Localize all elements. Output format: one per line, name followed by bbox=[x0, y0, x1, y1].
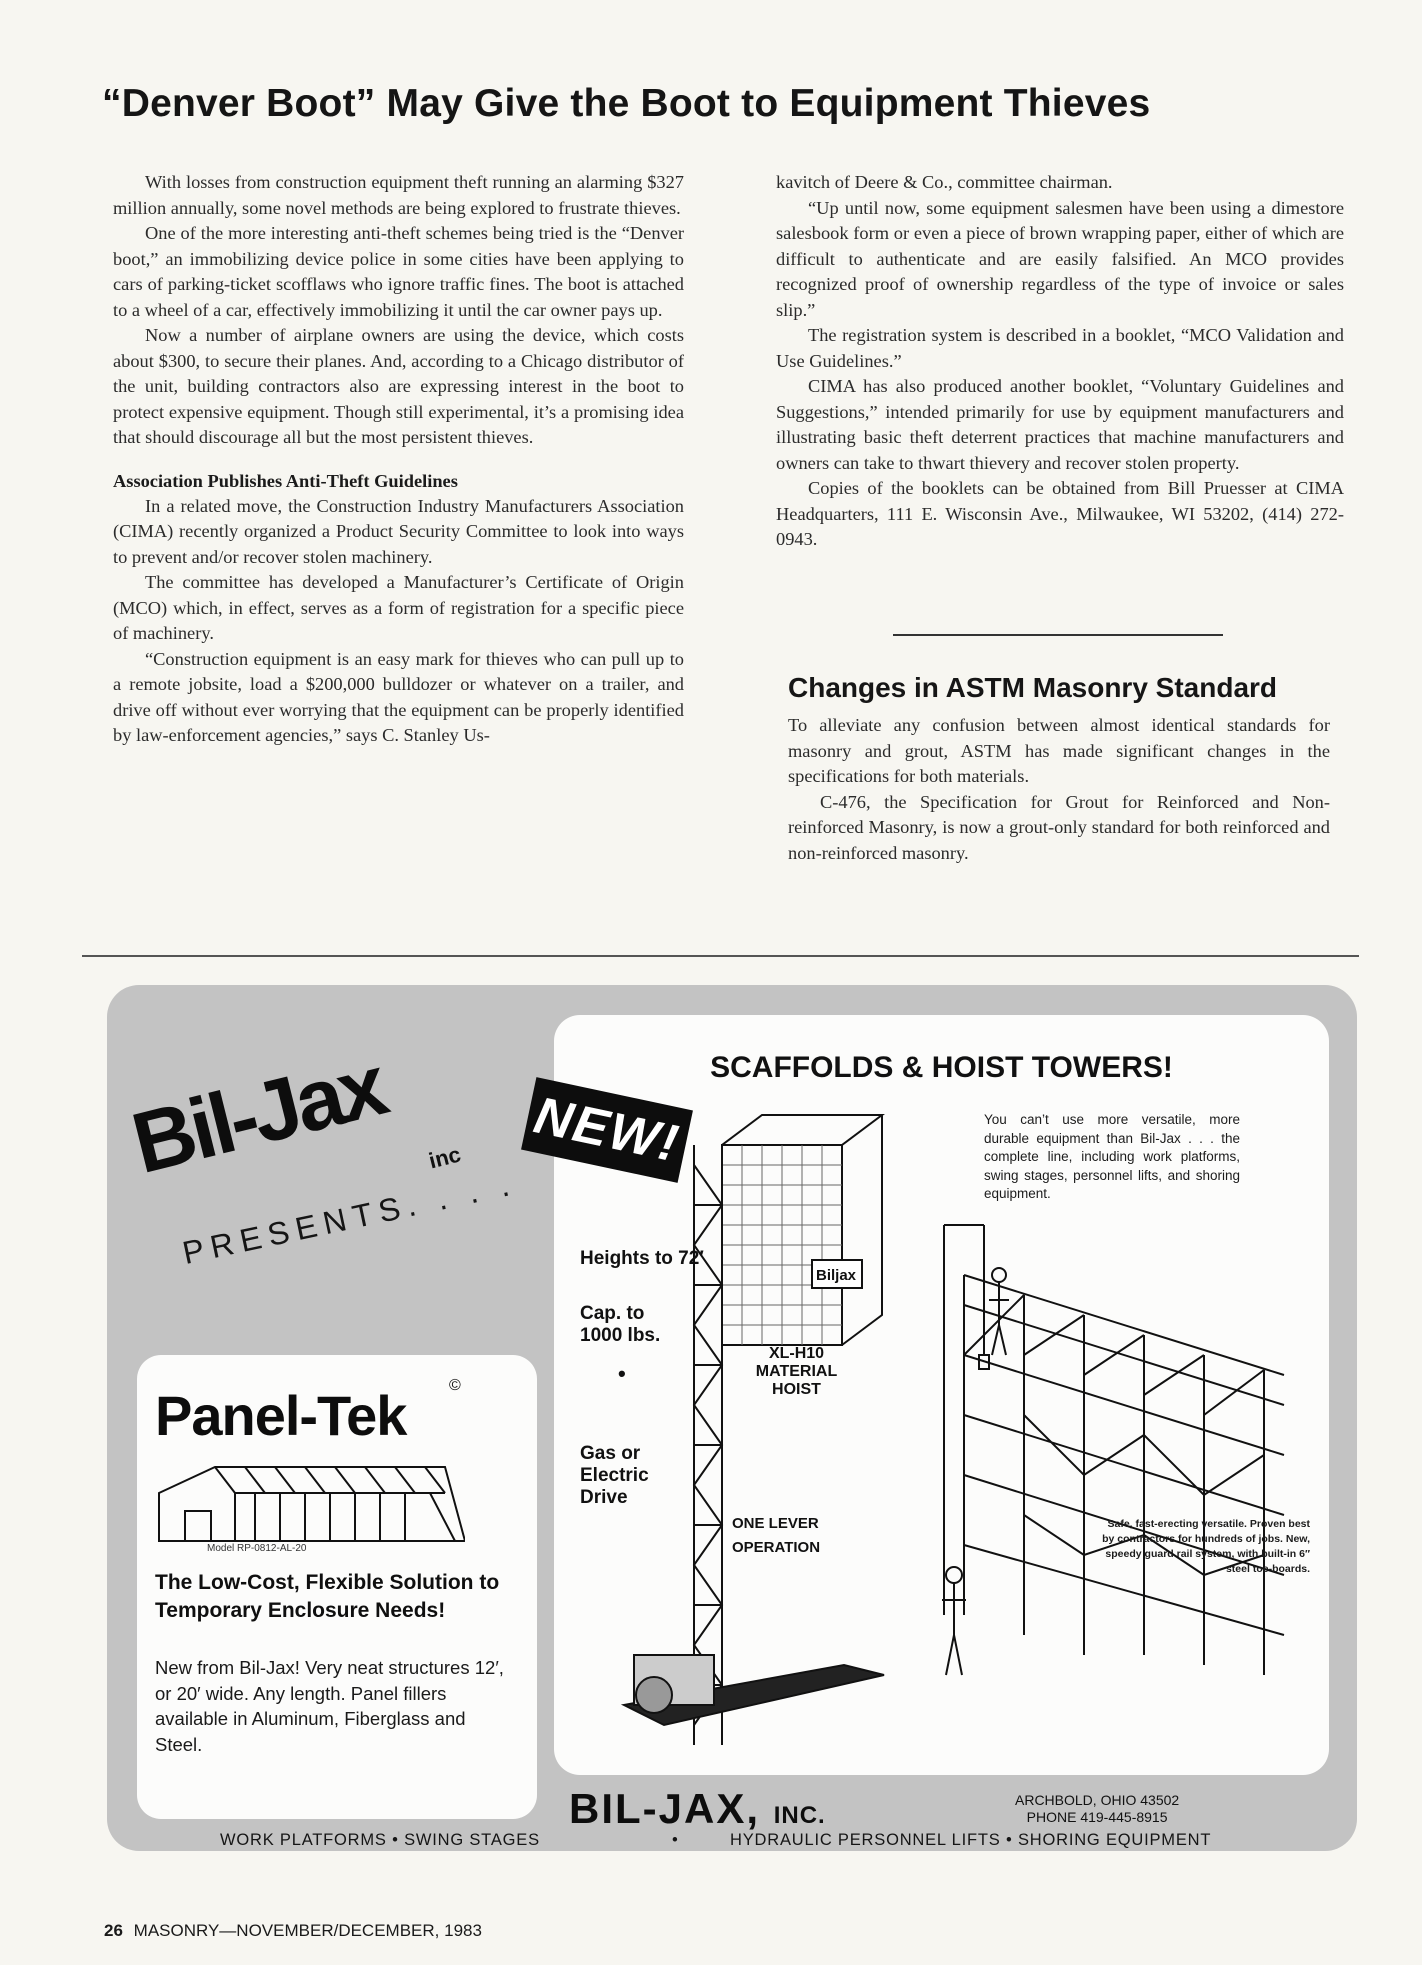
paneltek-headline: The Low-Cost, Flexible Solution to Temporary Enclosure Needs! bbox=[155, 1571, 500, 1622]
paragraph: One of the more interesting anti-theft schemes being tried is the “Denver boot,” an immobilizing device police in some cities have been applying to cars of parking-ticket scofflaws who ignore traffic fines. The boot is attached to a wheel of a car, effectively immobilizing it until the car owner pays up. bbox=[113, 223, 684, 320]
hoist-capacity-label: Cap. to 1000 lbs. bbox=[580, 1303, 661, 1346]
presents-text: PRESENTS. . . . bbox=[179, 1165, 520, 1272]
versatility-text: You can’t use more versatile, more durable equipment than Bil-Jax . . . the complete line, including work platforms, swing stages, personnel lifts, and shoring equipment. bbox=[984, 1112, 1240, 1201]
paragraph: C-476, the Specification for Grout for Reinforced and Non-reinforced Masonry, is now a grout-only standard for both reinforced and non-reinforced masonry. bbox=[788, 791, 1330, 863]
shed-illustration bbox=[155, 1463, 465, 1547]
paragraph: “Construction equipment is an easy mark for thieves who can pull up to a remote jobsite, load a $200,000 bulldozer or whatever on a trailer, and drive off without ever worrying that the equipment can be properly identified by law-enforcement agencies,” says C. Stanley Us- bbox=[113, 648, 684, 745]
paragraph: The registration system is described in a booklet, “MCO Validation and Use Guidelines.” bbox=[776, 325, 1344, 371]
footer-address bbox=[1015, 1792, 1179, 1826]
address-line: ARCHBOLD, OHIO 43502 bbox=[1015, 1792, 1180, 1808]
paneltek-box bbox=[137, 1355, 537, 1819]
biljax-advertisement bbox=[107, 985, 1357, 1851]
hoist-heights-label: Heights to 72′ bbox=[580, 1248, 704, 1269]
astm-headline: Changes in ASTM Masonry Standard bbox=[788, 672, 1278, 703]
page-divider bbox=[82, 955, 1359, 957]
footer-brand-name: BIL-JAX, bbox=[569, 1785, 761, 1832]
page-number: 26 bbox=[104, 1921, 123, 1940]
paneltek-body: New from Bil-Jax! Very neat structures 12′, or 20′ wide. Any length. Panel fillers available in Aluminum, Fiberglass and Steel. bbox=[155, 1657, 504, 1755]
paragraph: CIMA has also produced another booklet, “Voluntary Guidelines and Suggestions,” intended primarily for use by equipment manufacturers and illustrating basic theft deterrent practices that machine manufacturers and owners can take to thwart thievery and recover stolen property. bbox=[776, 376, 1344, 473]
section-subhead: Association Publishes Anti-Theft Guidelines bbox=[113, 470, 458, 491]
article-headline: “Denver Boot” May Give the Boot to Equipment Thieves bbox=[102, 82, 1151, 125]
paragraph: The committee has developed a Manufacturer’s Certificate of Origin (MCO) which, in effect, serves as a form of registration for a specific piece of machinery. bbox=[113, 572, 684, 643]
paragraph: Now a number of airplane owners are using the device, which costs about $300, to secure their planes. And, according to a Chicago distributor of the unit, building contractors also are expressing interest in the boot to protect expensive equipment. Though still experimental, it’s a promising idea that should discourage all but the most persistent thieves. bbox=[113, 325, 684, 447]
hoist-cage-label: Biljax bbox=[816, 1267, 857, 1284]
model-number: Model RP-0812-AL-20 bbox=[207, 1543, 307, 1554]
phone-line: PHONE 419-445-8915 bbox=[1026, 1809, 1168, 1825]
paragraph: “Up until now, some equipment salesmen have been using a dimestore salesbook form or even a piece of brown wrapping paper, either of which are difficult to authenticate and are easily falsified. An MCO provides recognized proof of ownership regardless of the type of invoice or sales slip.” bbox=[776, 197, 1344, 320]
new-badge: NEW! bbox=[521, 1077, 693, 1183]
paragraph: kavitch of Deere & Co., committee chairman. bbox=[776, 172, 1113, 192]
safety-text: Safe, fast-erecting versatile. Proven best by contractors for hundreds of jobs. New, speedy guard rail system, with built-in 6″ steel toe-boards. bbox=[1102, 1518, 1310, 1575]
hoist-model-label: XL-H10 MATERIAL HOIST bbox=[755, 1345, 838, 1398]
publication-line: MASONRY—NOVEMBER/DECEMBER, 1983 bbox=[133, 1921, 482, 1940]
paneltek-logo: Panel-Tek bbox=[155, 1384, 407, 1447]
right-column bbox=[776, 170, 1344, 553]
product-strip-right: HYDRAULIC PERSONNEL LIFTS • SHORING EQUIPMENT bbox=[730, 1831, 1212, 1849]
left-column bbox=[113, 170, 684, 749]
product-strip-left: WORK PLATFORMS • SWING STAGES bbox=[220, 1831, 540, 1849]
biljax-logo: Bil-Jax bbox=[123, 1037, 394, 1193]
bullet-dot: • bbox=[618, 1361, 626, 1386]
paragraph: Copies of the booklets can be obtained from Bill Pruesser at CIMA Headquarters, 111 E. Wisconsin Ave., Milwaukee, WI 53202, (414) 272-0943. bbox=[776, 478, 1344, 549]
paragraph: In a related move, the Construction Industry Manufacturers Association (CIMA) recently organized a Product Security Committee to look into ways to prevent and/or recover stolen machinery. bbox=[113, 495, 684, 567]
footer-brand bbox=[569, 1785, 826, 1833]
scaffolding-illustration bbox=[924, 1215, 1324, 1685]
hoist-operation-label: ONE LEVER OPERATION bbox=[732, 1515, 821, 1556]
footer-brand-inc: INC. bbox=[773, 1802, 826, 1829]
paragraph: To alleviate any confusion between almost identical standards for masonry and grout, ASTM has made significant changes in the specifications for both materials. bbox=[788, 715, 1330, 786]
copyright-mark: © bbox=[449, 1377, 461, 1394]
paragraph: With losses from construction equipment theft running an alarming $327 million annually, some novel methods are being explored to frustrate thieves. bbox=[113, 172, 684, 218]
astm-column bbox=[788, 713, 1330, 866]
hoist-drive-label: Gas or Electric Drive bbox=[580, 1443, 649, 1508]
divider bbox=[893, 634, 1223, 636]
biljax-logo-inc: inc bbox=[426, 1141, 464, 1174]
bullet-dot: • bbox=[672, 1831, 679, 1849]
folio bbox=[104, 1921, 482, 1941]
panel-title: SCAFFOLDS & HOIST TOWERS! bbox=[710, 1051, 1173, 1084]
